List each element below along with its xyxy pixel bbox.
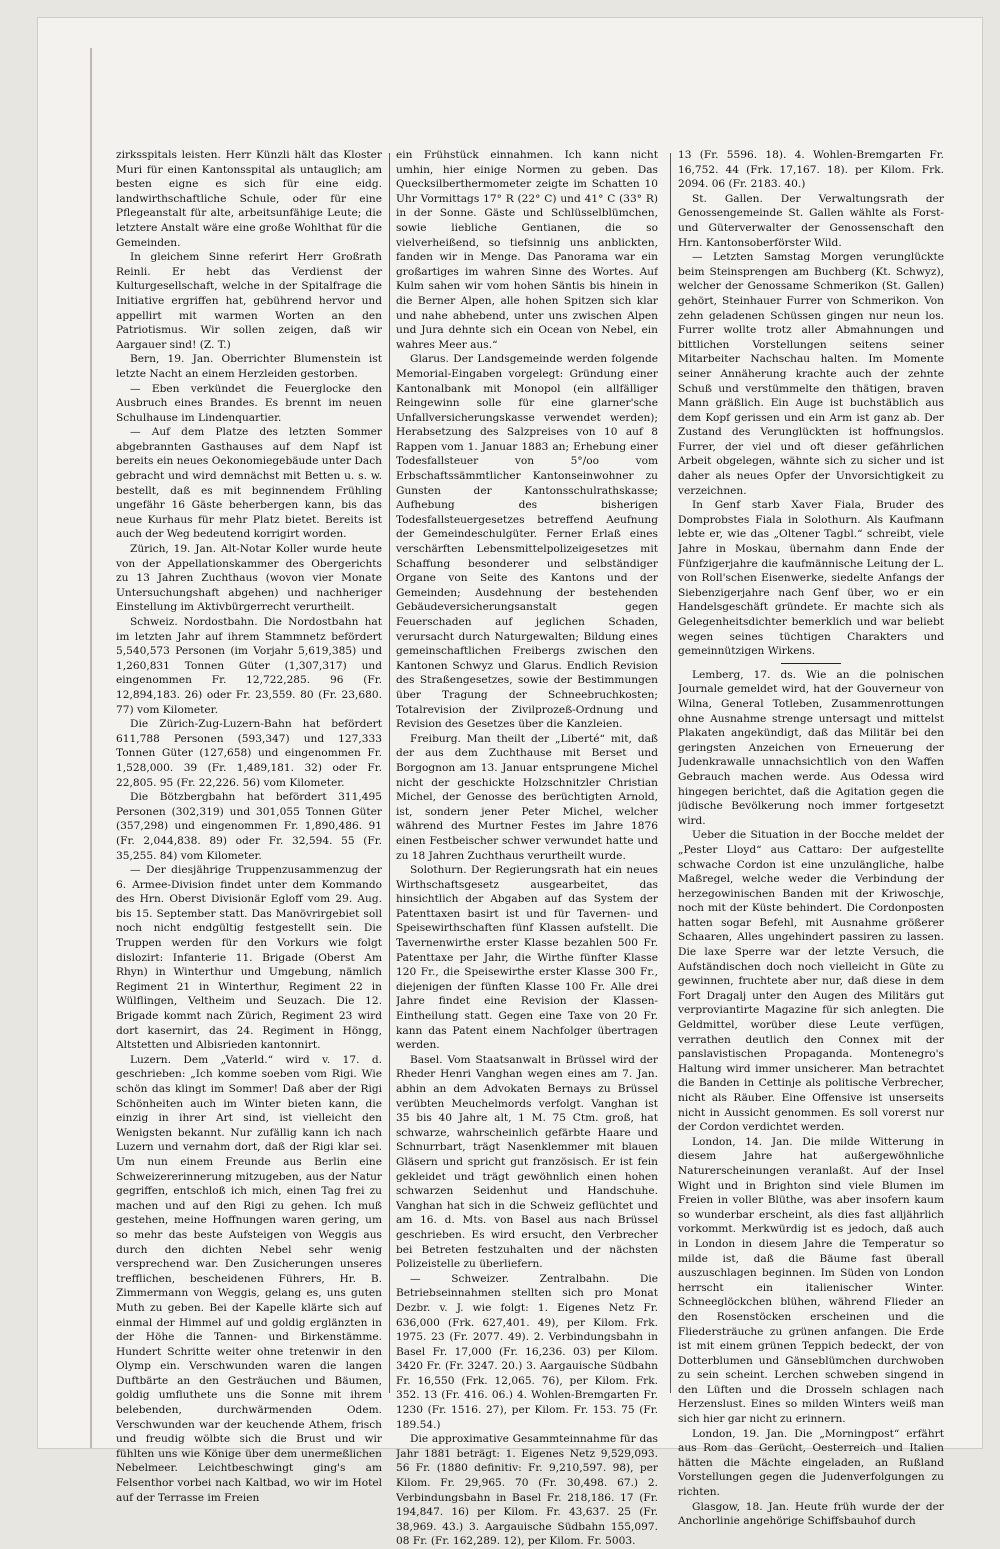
- paragraph: — Auf dem Platze des letzten Sommer abgebrannten Gasthauses auf dem Napf ist bereits ein neues Oekonomiegebäude unter Dach gebracht und wird demnächst mit Betten u. s. w. bestellt, daß es mit beginnendem Frühling ungefähr 16 Gäste beherbergen kann, bis das neue Kurhaus für mehr Platz bietet. Bereits ist auch der Weg bedeutend korrigirt worden.: [116, 426, 382, 541]
- paragraph: Luzern. Dem „Vaterld.“ wird v. 17. d. geschrieben: „Ich komme soeben vom Rigi. Wie schön das klingt im Sommer! Daß aber der Rigi Schönheiten auch im Winter bieten kann, die einzig in ihrer Art sind, ist vielleicht den Wenigsten bekannt. Nur zufällig kann ich nach Luzern und vernahm dort, daß der Rigi klar sei. Um nun einem Freunde aus Berlin eine Schweizererinnerung mitzugeben, aus der Natur gegriffen, entschloß ich mich, einen Tag frei zu machen und auf den Rigi zu gehen. Ich muß gestehen, meine Hoffnungen waren gering, um so mehr das beste Aufsteigen von Weggis aus durch den dichten Nebel sehr wenig versprechend war. Den Zusicherungen unseres trefflichen, bescheidenen Führers, Hr. B. Zimmermann von Weggis, gelang es, uns guten Muth zu geben. Bei der Kapelle klärte sich auf einmal der Himmel auf und goldig erglänzten in der Höhe die Tannen- und Birkenstämme. Hundert Schritte weiter ohne tretenwir in den Olymp ein. Verschwunden waren die langen Duftbärte an den Gesträuchen und Bäumen, goldig umfluthete uns die Sonne mit ihrem belebenden, durchwärmenden Odem. Verschwunden war der keuchende Athem, frisch und freudig wölbte sich die Brust und wir fühlten uns wie Könige über dem unermeßlichen Nebelmeer. Leichtbeschwingt ging's am Felsenthor vorbei nach Kaltbad, wo wir im Hotel auf der Terrasse im Freien: [116, 1053, 382, 1504]
- newspaper-page: [38, 18, 982, 1548]
- paragraph: — Der diesjährige Truppenzusammenzug der 6. Armee-Division findet unter dem Kommando des Hrn. Oberst Divisionär Egloff vom 29. Aug. bis 15. September statt. Das Manövrirgebiet soll noch nicht endgültig festgestellt sein. Die Truppen werden für den Vorkurs wie folgt dislozirt: Infanterie 11. Brigade (Oberst Am Rhyn) in Winterthur und Umgebung, nämlich Regiment 21 in Winterthur, Regiment 22 in Wülflingen, Veltheim und Seuzach. Die 12. Brigade kommt nach Zürich, Regiment 23 wird dort kasernirt, das 24. Regiment in Höngg, Altstetten und Albisrieden kantonnirt.: [116, 864, 382, 1052]
- paragraph: London, 19. Jan. Die „Morningpost“ erfährt aus Rom das Gerücht, Oesterreich und Italien hätten die Mächte eingeladen, an Rußland Vorstellungen gegen die Judenverfolgungen zu richten.: [678, 1427, 944, 1499]
- column-rule: [670, 153, 671, 1393]
- paragraph: 13 (Fr. 5596. 18). 4. Wohlen-Bremgarten Fr. 16,752. 44 (Frk. 17,167. 18). per Kilom. Frk. 2094. 06 (Fr. 2183. 40.): [678, 149, 944, 191]
- paragraph: Die approximative Gesammteinnahme für das Jahr 1881 beträgt: 1. Eigenes Netz 9,529,093. 56 Fr. (1880 definitiv: Fr. 9,210,597. 98), per Kilom. Fr. 29,965. 70 (Fr. 30,498. 67.) 2. Verbindungsbahn in Basel Fr. 218,186. 17 (Fr. 194,847. 16) per Kilom. Fr. 43,637. 25 (Fr. 38,969. 43.) 3. Aargauische Südbahn 155,097. 08 Fr. (Fr. 162,289. 12), per Kilom. Fr. 5003.: [396, 1433, 658, 1548]
- paragraph: In gleichem Sinne referirt Herr Großrath Reinli. Er hebt das Verdienst der Kulturgesellschaft, welche in der Spitalfrage die Initiative ergriffen hat, gebührend hervor und appellirt mit warmen Worten an den Patriotismus. Wir sollen zeigen, daß wir Aargauer sind! (Z. T.): [116, 251, 382, 351]
- paragraph: — Letzten Samstag Morgen verunglückte beim Steinsprengen am Buchberg (Kt. Schwyz), welcher der Genossame Schmerikon (St. Gallen) gehört, Steinhauer Furrer von Schmerikon. Von zehn geladenen Schüssen gingen nur neun los. Furrer wollte trotz aller Abmahnungen und bittlichen Vorstellungen seitens seiner Mitarbeiter Nachschau halten. Im Momente seiner Annäherung krachte auch der zehnte Schuß und verstümmelte den thätigen, braven Mann gräßlich. Ein Auge ist buchstäblich aus dem Kopf gerissen und ein Arm ist ganz ab. Der Zustand des Verunglückten ist hoffnungslos. Furrer, der viel und oft dieser gefährlichen Arbeit obgelegen, wähnte sich zu sicher und ist daher als neues Opfer der Unvorsichtigkeit zu verzeichnen.: [678, 251, 944, 497]
- paragraph: ein Frühstück einnahmen. Ich kann nicht umhin, hier einige Normen zu geben. Das Quecksilberthermometer zeigte im Schatten 10 Uhr Vormittags 17° R (22° C) und 41° C (33° R) in der Sonne. Gäste und Schlüsselblümchen, sowie liebliche Gentianen, die so vielverheißend, so tiefsinnig uns anblickten, fanden wir in Menge. Das Panorama war ein großartiges im wahren Sinne des Wortes. Auf Kulm sahen wir vom hohen Säntis bis hinein in die Berner Alpen, alle hohen Spitzen sich klar und nahe abhebend, unter uns zwischen Alpen und Jura dehnte sich ein Ocean von Nebel, ein wahres Meer aus.“: [396, 149, 658, 351]
- paragraph: London, 14. Jan. Die milde Witterung in diesem Jahre hat außergewöhnliche Naturerscheinungen veranlaßt. Auf der Insel Wight und in Brighton sind viele Blumen im Freien in voller Blüthe, was aber insofern kaum so wunderbar erscheint, als dies fast alljährlich vorkommt. Merkwürdig ist es jedoch, daß auch in London in diesem Jahre die Temperatur so milde ist, daß die Bäume fast überall auszuschlagen beginnen. Im Süden von London herrscht ein italienischer Winter. Schneeglöckchen blühen, während Flieder an den Rosenstöcken erscheinen und die Fliedersträuche zu grünen anfangen. Die Erde ist mit einem grünen Teppich bedeckt, der von Dotterblumen und Gänseblümchen durchwoben zu sein scheint. Lerchen schweben singend in den Lüften und die Drosseln schlagen nach Herzenslust. Eines so milden Winters weiß man sich hier gar nicht zu erinnern.: [678, 1135, 944, 1426]
- paragraph: In Genf starb Xaver Fiala, Bruder des Domprobstes Fiala in Solothurn. Als Kaufmann lebte er, wie das „Oltener Tagbl.“ schreibt, viele Jahre in Moskau, übernahm dann Ende der Fünfzigerjahre die kaufmännische Leitung der L. von Roll'schen Eisenwerke, siedelte Anfangs der Siebenzigerjahre nach Genf über, wo er ein Handelsgeschäft gründete. Er machte sich als Gelegenheitsdichter bemerklich und war beliebt wegen seines tüchtigen Charakters und gemeinnützigen Wirkens.: [678, 499, 944, 658]
- paragraph: Glarus. Der Landsgemeinde werden folgende Memorial-Eingaben vorgelegt: Gründung einer Kantonalbank mit Monopol (ein allfälliger Reingewinn solle für eine glarner'sche Unfallversicherungskasse verwendet werden); Herabsetzung des Salzpreises von 10 auf 8 Rappen vom 1. Januar 1883 an; Erhebung einer Todesfallsteuer von 5°/oo vom Erbschaftssämmtlicher Kantonseinwohner zu Gunsten der Kantonsschulrathskasse; Aufhebung des bisherigen Todesfallsteuergesetzes betreffend Aeufnung der Gemeindeschulgüter. Ferner Erlaß eines verschärften Lebensmittelpolizeigesetzes mit Schaffung besonderer und selbständiger Organe von Seite des Kantons und der Gemeinden; Ausdehnung der bestehenden Gebäudeversicherungsanstalt gegen Feuerschaden auf jeglichen Schaden, verursacht durch Naturgewalten; Bildung eines gemeinschaftlichen Freibergs zwischen den Kantonen Schwyz und Glarus. Endlich Revision des Straßengesetzes, sowie der Bestimmungen über Tragung der Schneebruchkosten; Totalrevision der Zivilprozeß-Ordnung und Revision des Gesetzes über die Kanzleien.: [396, 353, 658, 731]
- paragraph: Solothurn. Der Regierungsrath hat ein neues Wirthschaftsgesetz ausgearbeitet, das hinsichtlich der Abgaben auf das System der Patenttaxen basirt ist und für Tavernen- und Speisewirthschaften fünf Klassen aufstellt. Die Tavernenwirthe erster Klasse bezahlen 500 Fr. Patenttaxe per Jahr, die Wirthe fünfter Klasse 120 Fr., die Speisewirthe erster Klasse 300 Fr., diejenigen der fünften Klasse 100 Fr. Alle drei Jahre findet eine Revision der Klassen-Eintheilung statt. Gegen eine Taxe von 20 Fr. kann das Patent einem Nachfolger übertragen werden.: [396, 864, 658, 1052]
- paragraph: Ueber die Situation in der Bocche meldet der „Pester Lloyd“ aus Cattaro: Der aufgestellte schwache Cordon ist eine unzulängliche, halbe Maßregel, welche weder die Verbindung der herzegowinischen Banden mit der Kriwoschje, noch mit der Küste behindert. Die Cordonposten hatten sogar Befehl, mit Ausnahme größerer Schaaren, Alles ungehindert passiren zu lassen. Die laxe Sperre war der letzte Versuch, die Aufständischen doch noch vielleicht in Güte zu gewinnen, fruchtete aber nur, daß diese in dem Fort Dragalj unter den Augen des Militärs gut verproviantirte Magazine für sich anlegten. Die Geldmittel, worüber diese Leute verfügen, verrathen deutlich den Connex mit der panslavistischen Propaganda. Montenegro's Haltung wird immer unsicherer. Man betrachtet die Banden in Cettinje als politische Verbrecher, nicht als Räuber. Eine Offensive ist unserseits nicht in Aussicht genommen. Es soll vorerst nur der Cordon verdichtet werden.: [678, 829, 944, 1134]
- paragraph: St. Gallen. Der Verwaltungsrath der Genossengemeinde St. Gallen wählte als Forst- und Güterverwalter der Genossenschaft den Hrn. Kantonsoberförster Wild.: [678, 192, 944, 249]
- column-2: [396, 148, 658, 1549]
- paragraph: Die Zürich-Zug-Luzern-Bahn hat befördert 611,788 Personen (593,347) und 127,333 Tonnen Güter (127,658) und eingenommen Fr. 1,528,000. 39 (Fr. 1,489,181. 32) oder Fr. 22,805. 95 (Fr. 22,226. 56) vom Kilometer.: [116, 718, 382, 789]
- paragraph: — Schweizer. Zentralbahn. Die Betriebseinnahmen stellten sich pro Monat Dezbr. v. J. wie folgt: 1. Eigenes Netz Fr. 636,000 (Frk. 627,401. 49), per Kilom. Frk. 1975. 23 (Fr. 2077. 49). 2. Verbindungsbahn in Basel Fr. 17,000 (Fr. 16,236. 03) per Kilom. 3420 Fr. (Fr. 3247. 20.) 3. Aargauische Südbahn Fr. 16,550 (Frk. 12,065. 76), per Kilom. Frk. 352. 13 (Fr. 416. 06.) 4. Wohlen-Bremgarten Fr. 1230 (Fr. 1516. 27), per Kilom. Fr. 153. 75 (Fr. 189.54.): [396, 1272, 658, 1431]
- paragraph: Bern, 19. Jan. Oberrichter Blumenstein ist letzte Nacht an einem Herzleiden gestorben.: [116, 353, 382, 380]
- paragraph: Lemberg, 17. ds. Wie an die polnischen Journale gemeldet wird, hat der Gouverneur von Wilna, General Totleben, Zusammenrottungen ohne Ausnahme strenge untersagt und mittelst Plakaten angekündigt, daß das Militär bei den geringsten Anzeichen von Erneuerung der Judenkrawalle unnachsichtlich von den Waffen Gebrauch machen werde. Aus Odessa wird hingegen berichtet, daß die Agitation gegen die jüdische Bevölkerung noch immer fortgesetzt wird.: [678, 668, 944, 827]
- paragraph: Die Bötzbergbahn hat befördert 311,495 Personen (302,319) und 301,055 Tonnen Güter (357,298) und eingenommen Fr. 1,890,486. 91 (Fr. 2,044,838. 89) oder Fr. 32,594. 55 (Fr. 35,255. 84) vom Kilometer.: [116, 791, 382, 862]
- paragraph: Glasgow, 18. Jan. Heute früh wurde der der Anchorlinie angehörige Schiffsbauhof durch: [678, 1500, 944, 1528]
- paragraph: Freiburg. Man theilt der „Liberté“ mit, daß der aus dem Zuchthause mit Berset und Borgognon am 13. Januar entsprungene Michel nicht der geschickte Holzschnitzler Christian Michel, der Genosse des berüchtigten Arnold, ist, sondern jener Peter Michel, welcher während des Murtner Festes im Jahre 1876 einen Festbeischer schwer verwundet hatte und zu 18 Jahren Zuchthaus verurtheilt wurde.: [396, 732, 658, 862]
- paragraph: Schweiz. Nordostbahn. Die Nordostbahn hat im letzten Jahr auf ihrem Stammnetz befördert 5,540,573 Personen (im Vorjahr 5,619,385) und 1,260,831 Tonnen Güter (1,307,317) und eingenommen Fr. 12,722,285. 96 (Fr. 12,894,183. 26) oder Fr. 23,559. 80 (Fr. 23,680. 77) vom Kilometer.: [116, 616, 382, 716]
- column-rule: [389, 153, 390, 1393]
- paragraph: zirksspitals leisten. Herr Künzli hält das Kloster Muri für einen Kantonsspital als untauglich; am besten eigne es sich für eine eidg. landwirthschaftliche Schule, oder für eine Pflegeanstalt für alte, arbeitsunfähige Leute; die letztere Anstalt wäre eine große Wohlthat für die Gemeinden.: [116, 149, 382, 249]
- paragraph: Basel. Vom Staatsanwalt in Brüssel wird der Rheder Henri Vanghan wegen eines am 7. Jan. abhin an dem Advokaten Bernays zu Brüssel verübten Meuchelmords verfolgt. Vanghan ist 35 bis 40 Jahre alt, 1 M. 75 Ctm. groß, hat schwarze, wahrscheinlich gefärbte Haare und Schnurrbart, trägt Nasenklemmer mit blauen Gläsern und spricht gut französisch. Er ist fein gekleidet und trägt gewöhnlich einen hohen schwarzen Seidenhut und Handschuhe. Vanghan hat sich in die Schweiz geflüchtet und am 16. d. Mts. von Basel aus nach Brüssel geschrieben. Es wird ersucht, den Verbrecher bei Betreten festzuhalten und der nächsten Polizeistelle zu überliefern.: [396, 1053, 658, 1271]
- paragraph: Zürich, 19. Jan. Alt-Notar Koller wurde heute von der Appellationskammer des Obergerichts zu 13 Jahren Zuchthaus (wovon vier Monate Untersuchungshaft abgehen) und nachheriger Einstellung im Aktivbürgerrecht verurtheilt.: [116, 543, 382, 614]
- page-fold-edge: [90, 48, 92, 1448]
- paragraph: — Eben verkündet die Feuerglocke den Ausbruch eines Brandes. Es brennt im neuen Schulhause im Lindenquartier.: [116, 382, 382, 424]
- section-divider: [781, 663, 841, 664]
- column-1: [116, 148, 382, 1505]
- column-3: [678, 148, 944, 1529]
